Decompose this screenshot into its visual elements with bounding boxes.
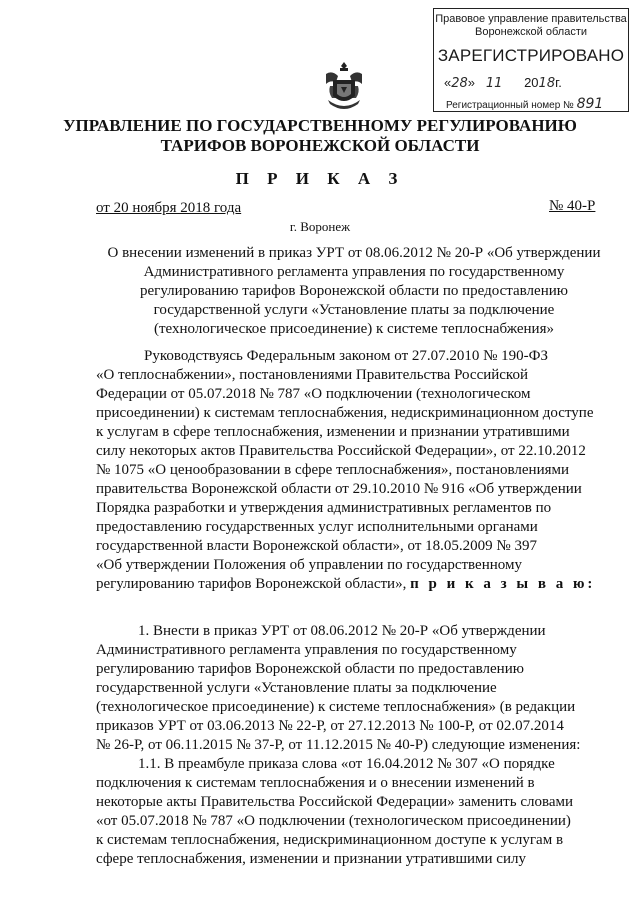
subject-line: (технологическое присоединение) к системе теплоснабжения» <box>154 321 554 337</box>
subject-line: Административного регламента управления по государственному <box>143 264 565 280</box>
item-1-paragraph <box>96 622 596 869</box>
preamble-line: к услугам в сфере теплоснабжения, изменении и признании утратившими <box>96 424 570 440</box>
item-line: государственной услуги «Установление платы за подключение <box>96 680 497 696</box>
stamp-date-year-hand: 18 <box>538 76 556 91</box>
stamp-org-line1: Правовое управление правительства <box>435 13 627 25</box>
item-line: 1. Внести в приказ УРТ от 08.06.2012 № 20-Р «Об утверждении <box>138 623 546 639</box>
preamble-line: государственной власти Воронежской области», от 18.05.2009 № 397 <box>96 538 537 554</box>
item-line: Административного регламента управления по государственному <box>96 642 517 658</box>
preamble-line: присоединении) к системам теплоснабжения, недискриминационном доступе <box>96 405 594 421</box>
document-number: № 40-Р <box>549 198 596 214</box>
preamble-line: «Об утверждении Положения об управлении по государственному <box>96 557 522 573</box>
stamp-date-year-prefix: 20 <box>524 75 539 90</box>
item-line: к системам теплоснабжения, недискриминационном доступе к услугам в <box>96 832 564 848</box>
org-name-line2: ТАРИФОВ ВОРОНЕЖСКОЙ ОБЛАСТИ <box>160 136 480 155</box>
document-type: П Р И К А З <box>235 169 405 188</box>
stamp-reg-number <box>446 96 603 112</box>
preamble-line: регулированию тарифов Воронежской области», <box>96 576 407 592</box>
stamp-date-month: 11 <box>485 76 503 91</box>
preamble-last-line <box>96 575 596 594</box>
preamble-line: Порядка разработки и утверждения административных регламентов по <box>96 500 552 516</box>
item-line: подключения к системам теплоснабжения и о внесении изменений в <box>96 775 535 791</box>
coat-of-arms-emblem <box>322 60 366 114</box>
order-word: п р и к а з ы в а ю: <box>410 576 596 592</box>
subject-line: государственной услуги «Установление платы за подключение <box>153 302 555 318</box>
item-line: 1.1. В преамбуле приказа слова «от 16.04.2012 № 307 «О порядке <box>138 756 555 772</box>
preamble-line: Федерации от 05.07.2018 № 787 «О подключении (технологическом <box>96 386 531 402</box>
item-line: приказов УРТ от 03.06.2013 № 22-Р, от 27.12.2013 № 100-Р, от 02.07.2014 <box>96 718 564 734</box>
org-name-line1: УПРАВЛЕНИЕ ПО ГОСУДАРСТВЕННОМУ РЕГУЛИРОВАНИЮ <box>63 116 577 135</box>
stamp-date-day: 28 <box>451 76 468 91</box>
stamp-org-line2: Воронежской области <box>474 26 587 38</box>
item-line: некоторые акты Правительства Российской Федерации» заменить словами <box>96 794 574 810</box>
stamp-date-suffix: г. <box>555 75 562 90</box>
preamble-line: № 1075 «О ценообразовании в сфере теплоснабжения», постановлениями <box>96 462 570 478</box>
item-line: (технологическое присоединение) к системе теплоснабжения» (в редакции <box>96 699 576 715</box>
document-subject <box>96 244 612 339</box>
stamp-reg-value: 891 <box>576 96 604 112</box>
subject-line: регулированию тарифов Воронежской области по предоставлению <box>140 283 568 299</box>
item-line: регулированию тарифов Воронежской области по предоставлению <box>96 661 524 677</box>
stamp-status: ЗАРЕГИСТРИРОВАНО <box>437 46 625 65</box>
item-line: «от 05.07.2018 № 787 «О подключении (технологическом присоединении) <box>96 813 571 829</box>
subject-line: О внесении изменений в приказ УРТ от 08.06.2012 № 20-Р «Об утверждении <box>107 245 601 261</box>
preamble-line: правительства Воронежской области от 29.10.2010 № 916 «Об утверждении <box>96 481 582 497</box>
document-date: от 20 ноября 2018 года <box>96 200 242 216</box>
stamp-reg-label: Регистрационный номер № <box>446 100 574 111</box>
item-line: сфере теплоснабжения, изменении и признании утратившими силу <box>96 851 526 867</box>
document-city: г. Воронеж <box>289 219 351 234</box>
preamble-line: Руководствуясь Федеральным законом от 27.07.2010 № 190-ФЗ <box>144 348 549 364</box>
preamble-paragraph <box>96 347 596 594</box>
preamble-line: предоставлению государственных услуг исполнительными органами <box>96 519 538 535</box>
stamp-date: «28» 11 2018г. <box>444 75 562 91</box>
item-line: № 26-Р, от 06.11.2015 № 37-Р, от 11.12.2015 № 40-Р) следующие изменения: <box>96 737 581 753</box>
preamble-line: «О теплоснабжении», постановлениями Правительства Российской <box>96 367 528 383</box>
preamble-line: силу некоторых актов Правительства Российской Федерации», от 22.10.2012 <box>96 443 586 459</box>
registration-stamp <box>433 8 629 112</box>
